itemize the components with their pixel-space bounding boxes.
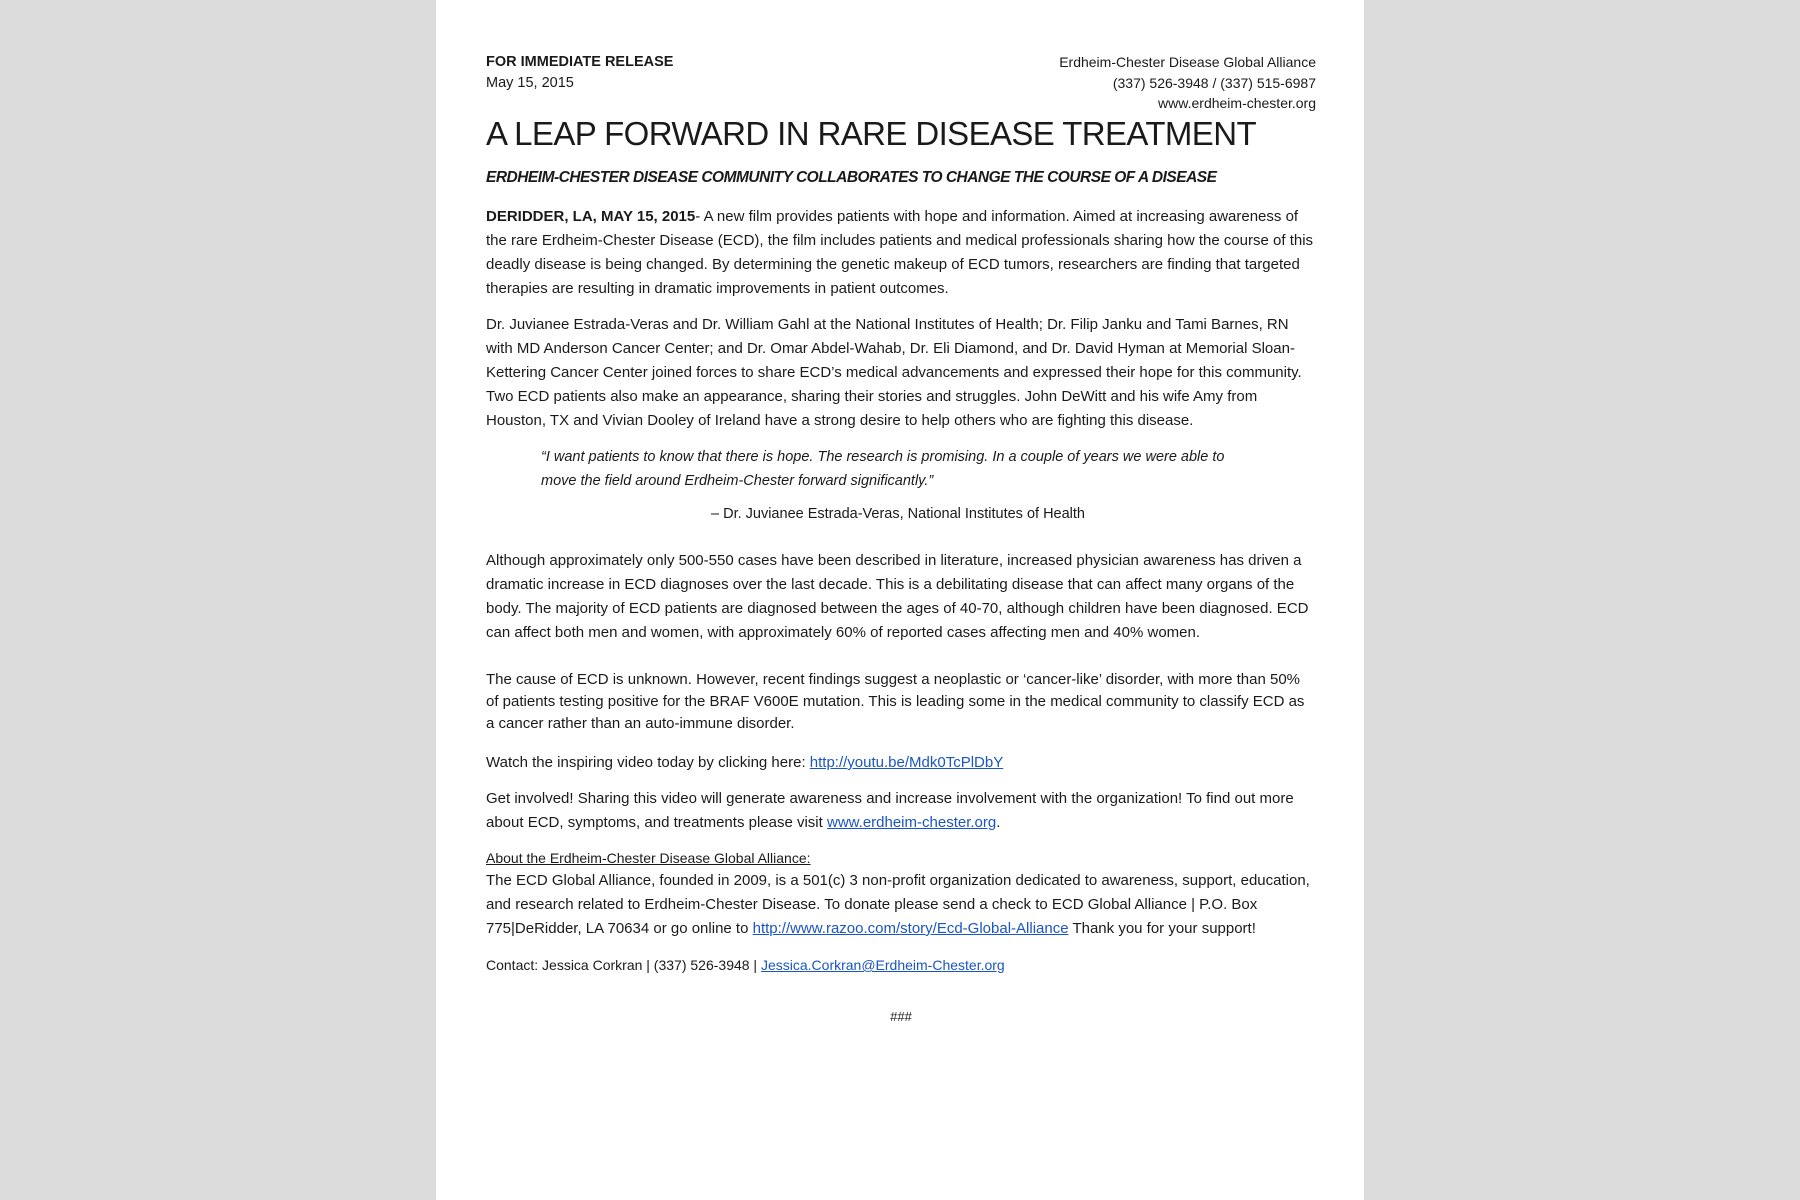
contact-email-link[interactable]: Jessica.Corkran@Erdheim-Chester.org <box>760 957 1005 973</box>
release-label: FOR IMMEDIATE RELEASE <box>486 54 674 70</box>
about-end: Thank you for your support! <box>1068 920 1256 937</box>
quote-attribution: – Dr. Juvianee Estrada-Veras, National Institutes of Health <box>711 506 1085 522</box>
watch-text: Watch the inspiring video today by clicking here: <box>486 754 810 771</box>
org-phones: (337) 526-3948 / (337) 515-6987 <box>1112 74 1316 91</box>
dateline: DERIDDER, LA, MAY 15, 2015 <box>486 208 696 225</box>
article-body <box>486 205 1316 1029</box>
paragraph-about <box>486 869 1316 941</box>
about-text: The ECD Global Alliance, founded in 2009, is a 501(c) 3 non-profit organization dedicated to awareness, support, education, and research related to Erdheim-Chester Disease. To donate please send a check to ECD Global Alliance | P.O. Box 775|DeRidder, LA 70634 or go online to <box>486 872 1310 937</box>
paragraph-cause: The cause of ECD is unknown. However, recent findings suggest a neoplastic or ‘cancer-like’ disorder, with more than 50% of patients testing positive for the BRAF V600E mutation. This is leading some in the medical community to classify ECD as a cancer rather than an auto-immune disorder. <box>486 671 1305 732</box>
get-involved-text: Get involved! Sharing this video will generate awareness and increase involvement with the organization! To find out more about ECD, symptoms, and treatments please visit <box>486 790 1294 831</box>
org-website: www.erdheim-chester.org <box>1158 95 1316 111</box>
paragraph-intro <box>486 205 1316 301</box>
get-involved-end: . <box>996 814 1001 831</box>
page-title: A LEAP FORWARD IN RARE DISEASE TREATMENT <box>486 115 1256 152</box>
paragraph-contributors: Dr. Juvianee Estrada-Veras and Dr. William Gahl at the National Institutes of Health; Dr. Filip Janku and Tami Barnes, RN with MD Anderson Cancer Center; and Dr. Omar Abdel-Wahab, Dr. Eli Diamond, and Dr. David Hyman at Memorial Sloan-Kettering Cancer Center joined forces to share ECD’s medical advancements and expressed their hope for this community. Two ECD patients also make an appearance, sharing their stories and struggles. John DeWitt and his wife Amy from Houston, TX and Vivian Dooley of Ireland have a strong desire to help others who are fighting this disease. <box>486 316 1302 429</box>
paragraph-statistics: Although approximately only 500-550 cases have been described in literature, increased physician awareness has driven a dramatic increase in ECD diagnoses over the last decade. This is a debilitating disease that can affect many organs of the body. The majority of ECD patients are diagnosed between the ages of 40-70, although children have been diagnosed. ECD can affect both men and women, with approximately 60% of reported cases affecting men and 40% women. <box>486 552 1309 641</box>
org-name: Erdheim-Chester Disease Global Alliance <box>1059 54 1316 70</box>
org-contact-block <box>1059 52 1316 114</box>
website-link[interactable]: www.erdheim-chester.org <box>826 814 997 831</box>
quote-text: “I want patients to know that there is hope. The research is promising. In a couple of years we were able to move the field around Erdheim-Chester forward significantly.” <box>541 449 1225 489</box>
contact-line <box>486 953 1316 977</box>
video-link[interactable]: http://youtu.be/Mdk0TcPlDbY <box>809 754 1004 771</box>
donate-link[interactable]: http://www.razoo.com/story/Ecd-Global-Alliance <box>752 920 1069 937</box>
document-page <box>436 0 1364 1200</box>
about-heading: About the Erdheim-Chester Disease Global Alliance: <box>486 850 811 866</box>
paragraph-watch <box>486 751 1316 775</box>
release-date: May 15, 2015 <box>486 75 574 91</box>
end-mark: ### <box>890 1009 912 1024</box>
intro-text: - A new film provides patients with hope and information. Aimed at increasing awareness of the rare Erdheim-Chester Disease (ECD), the film includes patients and medical professionals sharing how the course of this deadly disease is being changed. By determining the genetic makeup of ECD tumors, researchers are finding that targeted therapies are resulting in dramatic improvements in patient outcomes. <box>486 208 1314 297</box>
contact-text: Contact: Jessica Corkran | (337) 526-3948 | <box>486 957 761 973</box>
paragraph-get-involved <box>486 787 1316 835</box>
page-subtitle: ERDHEIM-CHESTER DISEASE COMMUNITY COLLABORATES TO CHANGE THE COURSE OF A DISEASE <box>486 169 1217 186</box>
release-block <box>486 52 673 94</box>
